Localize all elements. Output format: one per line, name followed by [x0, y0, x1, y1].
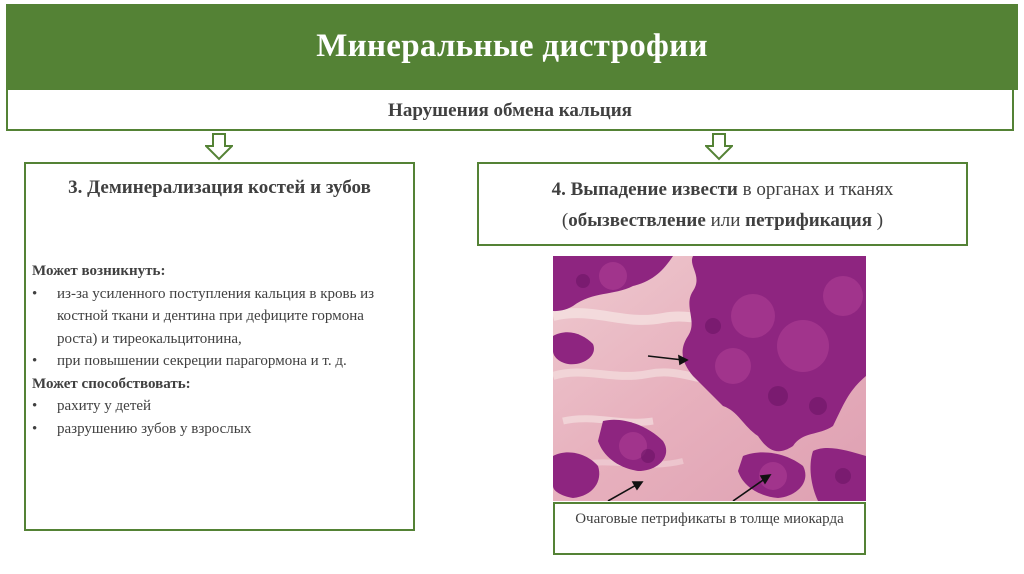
calcification-heading — [485, 174, 960, 236]
may-occur-list — [32, 283, 403, 373]
heading-bold-3: обызвествление — [568, 210, 706, 231]
slide-title: Минеральные дистрофии — [316, 28, 708, 64]
may-occur-title: Может возникнуть: — [32, 263, 166, 279]
heading-text-2: в органах и тканях ( — [561, 179, 894, 231]
slide-subtitle: Нарушения обмена кальция — [388, 100, 632, 121]
may-contribute-list — [32, 395, 403, 440]
demineralization-box — [24, 162, 415, 531]
subtitle-box — [6, 90, 1014, 131]
down-arrow-icon — [205, 133, 233, 161]
title-bar — [6, 4, 1018, 90]
may-contribute-title: Может способствовать: — [32, 375, 191, 392]
demineralization-body — [32, 260, 403, 440]
image-caption-box — [553, 502, 866, 555]
heading-text-6: ) — [872, 210, 884, 231]
list-item: • рахиту у детей — [32, 395, 403, 418]
list-item: • при повышении секреции парагормона и т. д. — [32, 350, 403, 373]
heading-text-4: или — [705, 210, 746, 231]
list-item: • разрушению зубов у взрослых — [32, 418, 403, 441]
list-item: • из-за усиленного поступления кальция в кровь из костной ткани и дентина при дефиците гормона роста) и тиреокальцитонина, — [32, 283, 403, 351]
calcification-box — [477, 162, 968, 246]
demineralization-heading: 3. Деминерализация костей и зубов — [68, 177, 371, 198]
heading-bold-1: 4. Выпадение извести — [551, 179, 738, 200]
down-arrow-icon — [705, 133, 733, 161]
micrograph-image — [553, 256, 866, 501]
heading-bold-5: петрификация — [745, 210, 873, 231]
image-caption: Очаговые петрификаты в толще миокарда — [575, 511, 844, 527]
